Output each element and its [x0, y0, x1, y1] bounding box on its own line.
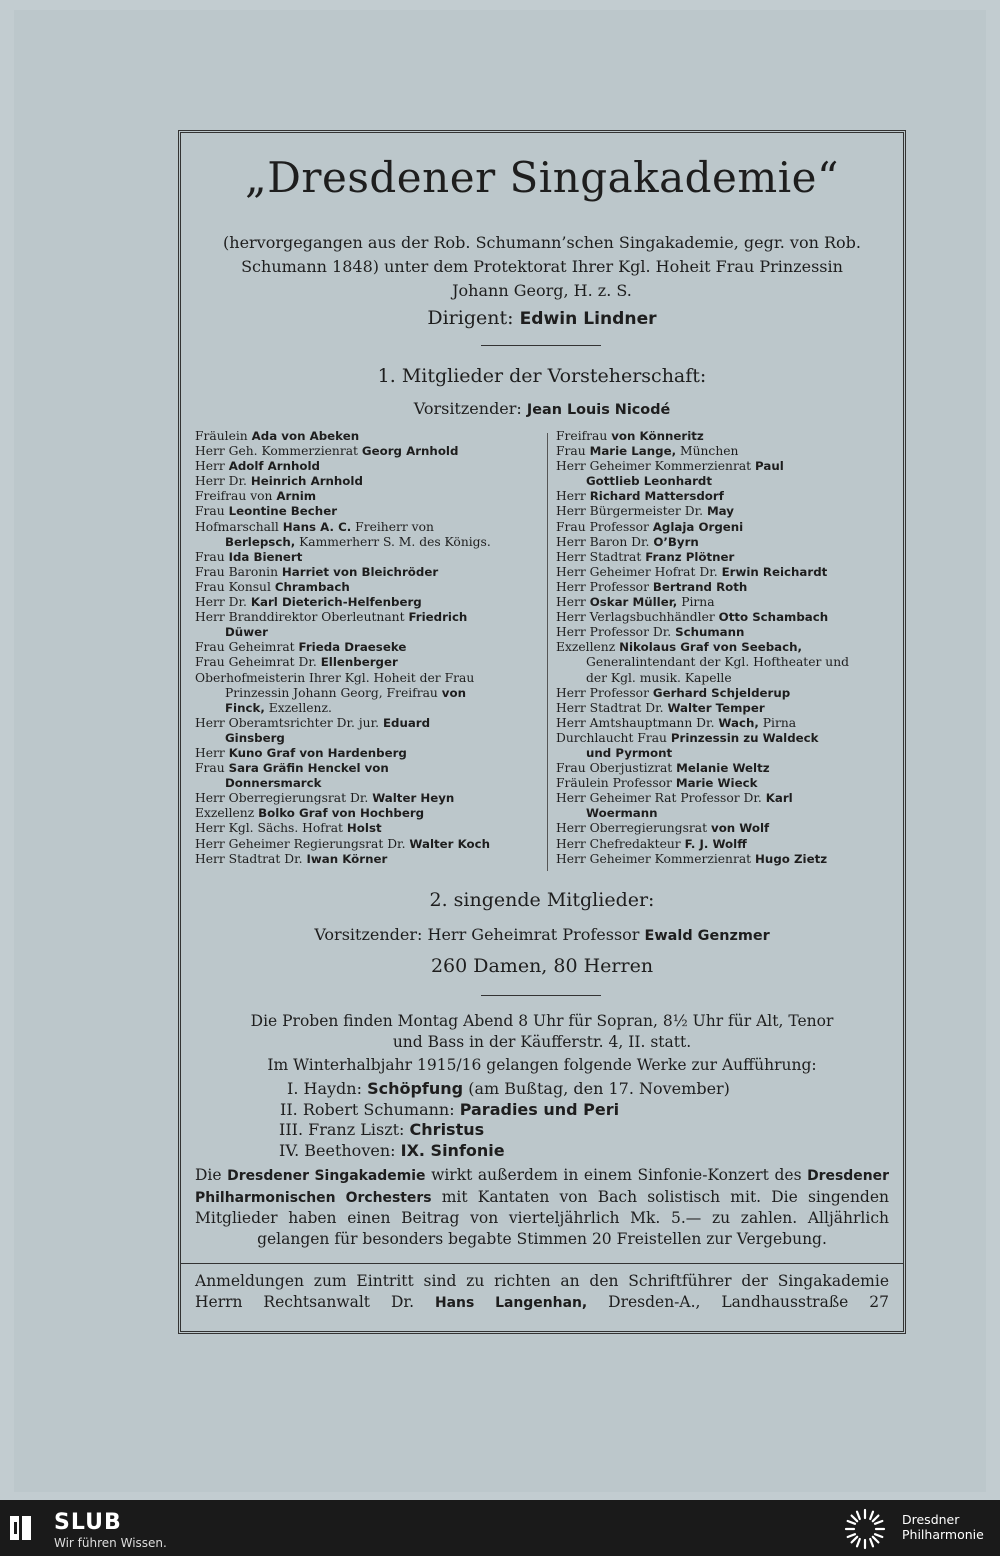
member-title: Herr Geheimer Regierungsrat Dr. — [195, 836, 406, 851]
member-name: Melanie Weltz — [676, 761, 770, 776]
member-title: Hofmarschall — [195, 519, 279, 534]
registration-text: Dresden-A., Landhausstraße 27 — [608, 1292, 889, 1311]
member-name: Ginsberg — [225, 730, 285, 745]
member-entry — [195, 671, 541, 686]
member-entry-text — [195, 640, 406, 654]
member-title: Herr Kgl. Sächs. Hofrat — [195, 821, 343, 836]
member-entry — [195, 504, 541, 519]
member-entry — [556, 716, 901, 731]
member-entry — [195, 535, 541, 550]
member-name: May — [706, 504, 734, 519]
member-name: Woermann — [586, 806, 658, 821]
footer-bar — [0, 1500, 1000, 1556]
member-entry — [556, 806, 901, 821]
work-title: Schöpfung — [367, 1079, 464, 1098]
member-entry — [556, 821, 901, 836]
member-entry — [195, 580, 541, 595]
member-title: Exzellenz — [195, 806, 255, 821]
member-title: Herr Amtshauptmann Dr. — [556, 715, 715, 730]
column-divider — [547, 433, 548, 871]
slub-name[interactable]: SLUB — [54, 1510, 122, 1535]
philharmonie-name-line: Philharmonie — [902, 1527, 984, 1542]
member-entry-text — [195, 671, 474, 685]
member-title: Frau Konsul — [195, 579, 271, 594]
member-entry-text — [556, 731, 819, 745]
member-title: Herr — [195, 459, 225, 474]
conductor-line — [181, 307, 903, 329]
member-name: Hugo Zietz — [755, 851, 828, 866]
member-title: Exzellenz — [556, 640, 616, 655]
work-number: I. Haydn: — [287, 1079, 362, 1098]
member-title: Herr Stadtrat Dr. — [556, 700, 664, 715]
member-entry — [195, 595, 541, 610]
member-name: von Wolf — [711, 821, 770, 836]
member-entry — [556, 595, 901, 610]
member-entry-text — [195, 625, 268, 639]
member-title: Herr — [556, 595, 586, 610]
member-entry — [195, 821, 541, 836]
member-entry — [195, 429, 541, 444]
member-entry — [195, 791, 541, 806]
member-entry-text — [556, 655, 849, 669]
member-entry-text — [556, 550, 734, 564]
member-entry-text — [556, 610, 828, 624]
member-title: Herr Professor — [556, 685, 649, 700]
member-entry-text — [556, 686, 790, 700]
member-title: Herr Bürgermeister Dr. — [556, 504, 704, 519]
member-name: Adolf Arnhold — [228, 459, 320, 474]
works-list — [279, 1079, 730, 1161]
registration-text: Anmeldungen zum Eintritt sind zu richten an den Schriftführer der Singakademie Herrn Rechtsanwalt Dr. — [195, 1272, 889, 1311]
member-entry-text — [556, 489, 724, 503]
member-entry-text — [556, 504, 734, 518]
subtitle-line: Schumann 1848) unter dem Protektorat Ihrer Kgl. Hoheit Frau Prinzessin — [241, 257, 843, 276]
member-name: Bolko Graf von Hochberg — [258, 806, 425, 821]
member-title: Herr Stadtrat Dr. — [195, 851, 303, 866]
member-entry-text — [556, 520, 743, 534]
member-entry-text — [556, 459, 784, 473]
member-name: Oskar Müller, — [589, 595, 678, 610]
member-title: Herr — [195, 745, 225, 760]
member-name: und Pyrmont — [586, 745, 673, 760]
member-entry — [195, 716, 541, 731]
concert-text: Die — [195, 1166, 222, 1184]
member-entry-text — [195, 806, 424, 820]
member-entry — [195, 550, 541, 565]
member-name: Walter Temper — [667, 700, 765, 715]
member-entry-text — [195, 520, 434, 534]
member-entry — [556, 852, 901, 867]
philharmonie-logo-icon[interactable] — [840, 1504, 890, 1554]
member-name: Gottlieb Leonhardt — [586, 474, 712, 489]
member-name: Walter Koch — [409, 836, 491, 851]
member-entry-text — [556, 821, 769, 835]
member-title: Generalintendant der Kgl. Hoftheater und — [586, 655, 850, 670]
member-entry-text — [195, 474, 363, 488]
section1-chair-name: Jean Louis Nicodé — [526, 402, 671, 418]
member-name: Finck, — [225, 700, 265, 715]
member-entry-text — [195, 837, 490, 851]
member-entry — [195, 731, 541, 746]
work-number: III. Franz Liszt: — [279, 1120, 405, 1139]
member-name: Friedrich — [408, 610, 468, 625]
member-entry-text — [556, 746, 672, 760]
season-line: Im Winterhalbjahr 1915/16 gelangen folgende Werke zur Aufführung: — [267, 1056, 817, 1074]
rehearsal-info — [195, 1011, 889, 1052]
member-entry — [556, 474, 901, 489]
philharmonie-name[interactable] — [902, 1512, 984, 1542]
member-title: Herr — [556, 489, 586, 504]
member-name: F. J. Wolff — [684, 836, 747, 851]
member-title: Herr Stadtrat — [556, 549, 642, 564]
member-name: Holst — [346, 821, 382, 836]
member-entry-text — [556, 837, 747, 851]
member-name: Walter Heyn — [372, 791, 455, 806]
member-entry — [195, 701, 541, 716]
member-entry — [556, 489, 901, 504]
member-name: Marie Lange, — [589, 444, 677, 459]
concert-text: mit Kantaten von Bach solistisch mit. Die singenden Mitglieder haben einen Beitrag von vierteljährlich Mk. 5.— zu zahlen. Alljährlich gelangen für besonders begabte Stimmen 20 Freistellen zur Vergebung. — [195, 1187, 889, 1248]
member-entry — [556, 671, 901, 686]
member-entry — [195, 640, 541, 655]
member-title: Freifrau von — [195, 489, 273, 504]
member-suffix: München — [680, 444, 739, 459]
choir-name: Dresdener Singakademie — [227, 1168, 426, 1184]
subtitle-line: (hervorgegangen aus der Rob. Schumann’schen Singakademie, gegr. von Rob. — [223, 233, 861, 252]
member-entry-text — [556, 776, 757, 790]
registration-paragraph — [195, 1271, 889, 1313]
section2-heading: 2. singende Mitglieder: — [429, 889, 655, 911]
section1-chair-label: Vorsitzender: — [413, 399, 522, 418]
member-name: Berlepsch, — [225, 534, 296, 549]
member-name: Erwin Reichardt — [721, 564, 828, 579]
member-name: von — [441, 685, 466, 700]
member-entry — [556, 429, 901, 444]
member-title: Herr Oberamtsrichter Dr. jur. — [195, 715, 380, 730]
member-entry-text — [556, 671, 732, 685]
member-entry-text — [195, 852, 387, 866]
member-title: Frau Geheimrat Dr. — [195, 655, 317, 670]
member-suffix: Kammerherr S. M. des Königs. — [299, 534, 491, 549]
member-entry-text — [195, 444, 458, 458]
subtitle-line: Johann Georg, H. z. S. — [452, 281, 632, 300]
member-entry-text — [195, 580, 350, 594]
member-title: Fräulein Professor — [556, 776, 672, 791]
conductor-label: Dirigent: — [427, 307, 514, 329]
member-entry — [556, 444, 901, 459]
member-entry — [556, 610, 901, 625]
member-title: der Kgl. musik. Kapelle — [586, 670, 732, 685]
section2-chair — [181, 925, 903, 944]
member-name: Frieda Draeseke — [298, 640, 407, 655]
member-title: Herr Oberregierungsrat Dr. — [195, 791, 369, 806]
member-title: Prinzessin Johann Georg, Freifrau — [225, 685, 438, 700]
work-item — [279, 1079, 730, 1100]
work-number: IV. Beethoven: — [279, 1140, 396, 1160]
member-entry-text — [556, 595, 715, 609]
member-name: Chrambach — [274, 579, 350, 594]
member-name: Iwan Körner — [306, 851, 388, 866]
member-name: Leontine Becher — [228, 504, 338, 519]
divider-rule — [481, 995, 601, 996]
member-entry — [195, 761, 541, 776]
member-name: Bertrand Roth — [652, 579, 748, 594]
member-entry-text — [556, 716, 796, 730]
member-entry — [195, 625, 541, 640]
members-right-column — [556, 429, 901, 867]
work-title: Christus — [409, 1120, 485, 1139]
conductor-name: Edwin Lindner — [519, 309, 657, 329]
member-entry — [556, 686, 901, 701]
member-name: Prinzessin zu Waldeck — [670, 730, 819, 745]
work-number: II. Robert Schumann: — [280, 1099, 455, 1119]
member-title: Herr Geheimer Kommerzienrat — [556, 459, 752, 474]
member-title: Frau Oberjustizrat — [556, 761, 673, 776]
member-entry-text — [195, 701, 332, 715]
member-entry-text — [556, 806, 658, 820]
member-title: Herr Dr. — [195, 595, 247, 610]
member-entry-text — [556, 625, 744, 639]
member-title: Frau Geheimrat — [195, 640, 295, 655]
member-counts: 260 Damen, 80 Herren — [430, 955, 654, 977]
member-entry — [556, 655, 901, 670]
member-title: Herr Professor — [556, 579, 649, 594]
divider-rule — [181, 1263, 903, 1264]
member-entry — [556, 761, 901, 776]
member-entry — [195, 489, 541, 504]
member-name: Paul — [755, 459, 784, 474]
member-entry — [556, 837, 901, 852]
member-entry — [556, 565, 901, 580]
member-entry — [195, 444, 541, 459]
member-entry-text — [195, 746, 407, 760]
member-name: Karl Dieterich-Helfenberg — [250, 595, 422, 610]
member-entry — [556, 580, 901, 595]
concert-paragraph — [195, 1165, 889, 1249]
member-title: Frau Baronin — [195, 564, 278, 579]
member-name: Aglaja Orgeni — [652, 519, 744, 534]
section2-chair-name: Ewald Genzmer — [644, 928, 770, 944]
member-entry-text — [195, 655, 398, 669]
member-title: Fräulein — [195, 429, 248, 443]
concert-text: wirkt außerdem in einem Sinfonie-Konzert des — [431, 1166, 802, 1184]
member-entry — [556, 520, 901, 535]
slub-tagline: Wir führen Wissen. — [54, 1536, 167, 1550]
member-name: Heinrich Arnhold — [250, 474, 363, 489]
member-entry — [556, 776, 901, 791]
secretary-name: Hans Langenhan, — [434, 1294, 588, 1311]
member-title: Herr Verlagsbuchhändler — [556, 610, 715, 625]
work-title: IX. Sinfonie — [400, 1140, 505, 1160]
section2-chair-label: Vorsitzender: Herr Geheimrat Professor — [314, 925, 640, 944]
member-name: O’Byrn — [653, 534, 699, 549]
member-title: Frau — [195, 549, 225, 564]
member-title: Herr Professor Dr. — [556, 625, 672, 640]
member-name: Otto Schambach — [718, 610, 829, 625]
member-title: Frau — [195, 504, 225, 519]
member-suffix: Exzellenz. — [268, 700, 332, 715]
member-title: Herr Chefredakteur — [556, 836, 681, 851]
member-name: von Könneritz — [611, 429, 704, 443]
member-name: Ellenberger — [320, 655, 398, 670]
work-note: (am Bußtag, den 17. November) — [468, 1079, 730, 1098]
slub-logo-icon[interactable] — [8, 1514, 34, 1542]
work-item — [279, 1100, 730, 1121]
member-entry-text — [195, 535, 491, 549]
member-entry-text — [195, 731, 285, 745]
member-entry — [195, 520, 541, 535]
member-name: Arnim — [276, 489, 317, 504]
member-name: Gerhard Schjelderup — [652, 685, 791, 700]
member-name: Marie Wieck — [675, 776, 758, 791]
member-entry — [556, 731, 901, 746]
member-entry — [195, 459, 541, 474]
member-title: Herr Geheimer Rat Professor Dr. — [556, 791, 762, 806]
member-title: Herr Oberregierungsrat — [556, 821, 708, 836]
member-entry-text — [195, 429, 359, 443]
member-entry — [556, 791, 901, 806]
member-entry-text — [556, 701, 765, 715]
member-entry-text — [556, 580, 747, 594]
work-title: Paradies und Peri — [459, 1099, 620, 1119]
member-suffix: Freiherr von — [355, 519, 434, 534]
rehearsal-line: und Bass in der Käufferstr. 4, II. statt. — [392, 1032, 692, 1051]
member-name: Franz Plötner — [645, 549, 735, 564]
member-entry — [556, 625, 901, 640]
member-suffix: Pirna — [762, 715, 797, 730]
member-entry — [195, 565, 541, 580]
member-entry — [195, 746, 541, 761]
member-entry-text — [195, 595, 422, 609]
member-name: Eduard — [382, 715, 431, 730]
member-entry — [195, 806, 541, 821]
member-suffix: Pirna — [681, 595, 715, 610]
member-entry — [556, 746, 901, 761]
member-entry-text — [195, 565, 438, 579]
member-entry-text — [195, 550, 302, 564]
member-entry — [195, 610, 541, 625]
member-name: Kuno Graf von Hardenberg — [228, 745, 407, 760]
member-name: Karl — [765, 791, 793, 806]
section1-heading: 1. Mitglieder der Vorsteherschaft: — [377, 365, 707, 387]
member-entry-text — [195, 716, 430, 730]
member-name: Richard Mattersdorf — [589, 489, 724, 504]
section1-chair — [181, 399, 903, 418]
member-title: Frau — [556, 444, 586, 459]
member-entry — [556, 550, 901, 565]
page-title: „Dresdener Singakademie“ — [245, 153, 839, 202]
subtitle — [195, 231, 889, 303]
member-entry — [195, 852, 541, 867]
rehearsal-line: Die Proben finden Montag Abend 8 Uhr für Sopran, 8½ Uhr für Alt, Tenor — [250, 1012, 834, 1030]
member-title: Herr Branddirektor Oberleutnant — [195, 610, 405, 625]
member-entry-text — [195, 821, 382, 835]
member-title: Herr Geh. Kommerzienrat — [195, 444, 358, 459]
member-title: Durchlaucht Frau — [556, 730, 667, 745]
member-entry-text — [195, 610, 467, 624]
member-entry-text — [556, 535, 699, 549]
member-name: Ida Bienert — [228, 549, 303, 564]
member-name: Harriet von Bleichröder — [281, 564, 439, 579]
member-name: Wach, — [718, 715, 759, 730]
member-entry — [195, 776, 541, 791]
member-entry-text — [556, 444, 738, 458]
member-entry-text — [195, 761, 389, 775]
member-entry-text — [556, 429, 704, 443]
philharmonie-name-line: Dresdner — [902, 1512, 960, 1527]
member-entry — [556, 535, 901, 550]
member-title: Herr Dr. — [195, 474, 247, 489]
member-title: Frau Professor — [556, 519, 649, 534]
orchestra-name: Dresdener Philharmonischen Orchesters — [195, 1168, 889, 1206]
member-title: Herr Baron Dr. — [556, 534, 650, 549]
member-title: Herr Geheimer Hofrat Dr. — [556, 564, 718, 579]
member-entry-text — [195, 504, 337, 518]
member-name: Sara Gräfin Henckel von — [228, 761, 389, 776]
work-item — [279, 1141, 730, 1162]
member-entry-text — [195, 791, 454, 805]
member-title: Freifrau — [556, 429, 608, 443]
notice-frame — [178, 130, 906, 1334]
member-title: Oberhofmeisterin Ihrer Kgl. Hoheit der Frau — [195, 670, 475, 685]
work-item — [279, 1120, 730, 1141]
member-entry-text — [556, 852, 827, 866]
member-name: Hans A. C. — [282, 519, 352, 534]
divider-rule — [481, 345, 601, 346]
member-entry-text — [556, 565, 827, 579]
member-title: Herr Geheimer Kommerzienrat — [556, 851, 752, 866]
member-entry-text — [195, 686, 466, 700]
member-entry — [556, 504, 901, 519]
member-entry — [556, 701, 901, 716]
member-entry-text — [195, 776, 321, 790]
member-name: Ada von Abeken — [251, 429, 360, 443]
member-entry-text — [556, 474, 712, 488]
member-entry — [556, 640, 901, 655]
member-entry — [195, 837, 541, 852]
member-name: Georg Arnhold — [361, 444, 459, 459]
member-name: Nikolaus Graf von Seebach, — [619, 640, 802, 655]
member-title: Frau — [195, 761, 225, 776]
member-name: Schumann — [675, 625, 745, 640]
member-entry — [556, 459, 901, 474]
member-entry-text — [556, 761, 770, 775]
member-entry — [195, 655, 541, 670]
member-entry-text — [195, 459, 320, 473]
member-name: Donnersmarck — [225, 776, 322, 791]
member-name: Düwer — [225, 625, 268, 640]
members-left-column — [195, 429, 541, 867]
member-entry — [195, 474, 541, 489]
member-entry-text — [556, 791, 793, 805]
member-entry-text — [556, 640, 802, 654]
member-entry-text — [195, 489, 316, 503]
member-entry — [195, 686, 541, 701]
